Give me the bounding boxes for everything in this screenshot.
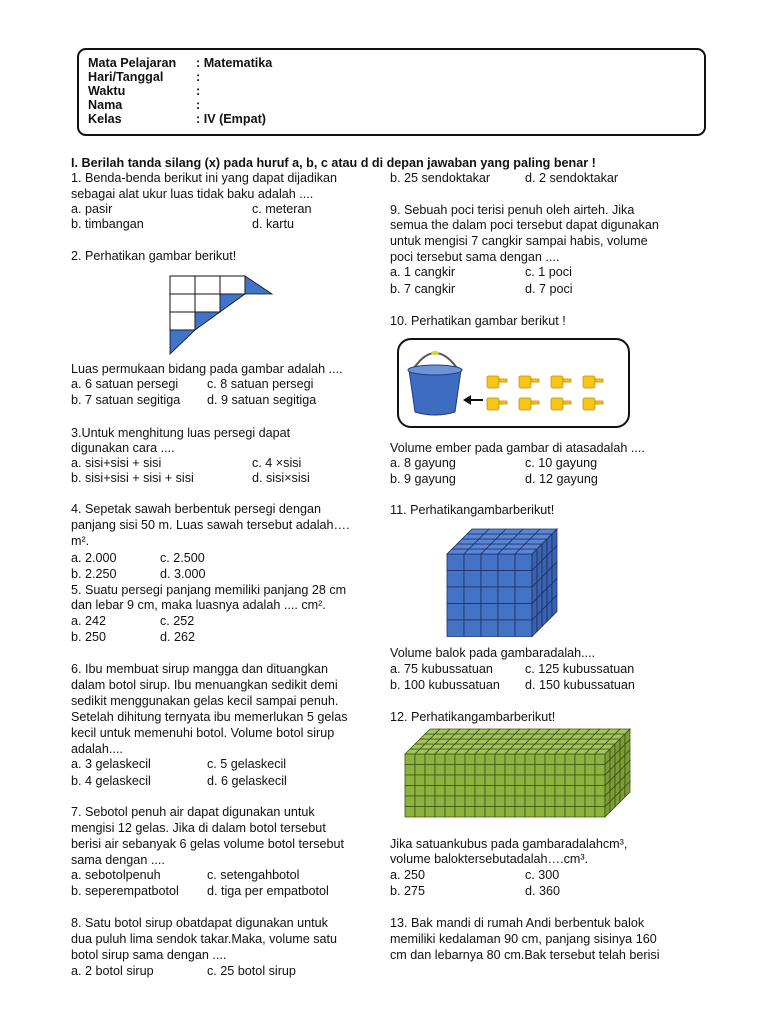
q9-option-c: c. 1 poci: [525, 265, 572, 279]
q3-option-c: c. 4 ×sisi: [252, 456, 302, 470]
q6-line1: 6. Ibu membuat sirup mangga dan dituangkan: [71, 662, 328, 676]
q4-option-b: b. 2.250: [71, 567, 117, 581]
q6-option-a: a. 3 gelaskecil: [71, 757, 151, 771]
q6-line6: adalah....: [71, 742, 123, 756]
q1-option-d: d. kartu: [252, 217, 294, 231]
q11-line2: Volume balok pada gambaradalah....: [390, 646, 596, 660]
q3-option-b: b. sisi+sisi + sisi + sisi: [71, 471, 194, 485]
q6-line2: dalam botol sirup. Ibu menuangkan sedikit demi: [71, 678, 338, 692]
q6-option-b: b. 4 gelaskecil: [71, 774, 151, 788]
q7-line2: mengisi 12 gelas. Jika di dalam botol tersebut: [71, 821, 326, 835]
q6-option-d: d. 6 gelaskecil: [207, 774, 287, 788]
q10-line2: Volume ember pada gambar di atasadalah ....: [390, 441, 645, 455]
q8-option-c: c. 25 botol sirup: [207, 964, 296, 978]
q11-option-c: c. 125 kubussatuan: [525, 662, 635, 676]
bucket-icon: [409, 370, 461, 415]
q9-option-d: d. 7 poci: [525, 282, 573, 296]
q11-line1: 11. Perhatikangambarberikut!: [390, 503, 555, 517]
q2-option-b: b. 7 satuan segitiga: [71, 393, 181, 407]
label-name: Nama: [88, 98, 123, 112]
q8-option-d: d. 2 sendoktakar: [525, 171, 619, 185]
q2-line2: Luas permukaan bidang pada gambar adalah ....: [71, 362, 343, 376]
q5-line2: dan lebar 9 cm, maka luasnya adalah .... cm².: [71, 598, 326, 612]
q4-option-d: d. 3.000: [160, 567, 206, 581]
label-time: Waktu: [88, 84, 126, 98]
q1-line2: sebagai alat ukur luas tidak baku adalah ....: [71, 187, 314, 201]
q5-line1: 5. Suatu persegi panjang memiliki panjang 28 cm: [71, 583, 347, 597]
q6-line3: sedikit menggunakan gelas kecil sampai penuh.: [71, 694, 339, 708]
label-class: Kelas: [88, 112, 122, 126]
q12-line1: 12. Perhatikangambarberikut!: [390, 710, 556, 724]
q11-option-b: b. 100 kubussatuan: [390, 678, 500, 692]
q5-option-d: d. 262: [160, 630, 196, 644]
q2-option-c: c. 8 satuan persegi: [207, 377, 314, 391]
q9-option-a: a. 1 cangkir: [390, 265, 456, 279]
q10-option-a: a. 8 gayung: [390, 456, 456, 470]
q6-option-c: c. 5 gelaskecil: [207, 757, 287, 771]
q9-option-b: b. 7 cangkir: [390, 282, 456, 296]
bucket-figure: [397, 338, 628, 426]
q11-option-a: a. 75 kubussatuan: [390, 662, 493, 676]
blue-cuboid-figure: [445, 526, 575, 638]
q12-option-d: d. 360: [525, 884, 561, 898]
q5-option-a: a. 242: [71, 614, 107, 628]
q10-option-d: d. 12 gayung: [525, 472, 598, 486]
q5-option-b: b. 250: [71, 630, 107, 644]
arrow-left-icon: [463, 395, 471, 405]
value-name: :: [196, 98, 201, 112]
q9-line3: untuk mengisi 7 cangkir sampai habis, volume: [390, 234, 648, 248]
q11-option-d: d. 150 kubussatuan: [525, 678, 635, 692]
q4-option-c: c. 2.500: [160, 551, 205, 565]
q5-option-c: c. 252: [160, 614, 195, 628]
q9-line2: semua the dalam poci tersebut dapat digunakan: [390, 218, 659, 232]
q8-option-a: a. 2 botol sirup: [71, 964, 154, 978]
identity-box: [77, 48, 706, 136]
label-date: Hari/Tanggal: [88, 70, 164, 84]
q1-option-b: b. timbangan: [71, 217, 144, 231]
q10-option-b: b. 9 gayung: [390, 472, 456, 486]
instruction: I. Berilah tanda silang (x) pada huruf a, b, c atau d di depan jawaban yang paling benar !: [71, 156, 596, 170]
q3-line2: digunakan cara ....: [71, 441, 175, 455]
q6-line4: Setelah dihitung ternyata ibu memerlukan 5 gelas: [71, 710, 348, 724]
q7-line1: 7. Sebotol penuh air dapat digunakan untuk: [71, 805, 315, 819]
q4-option-a: a. 2.000: [71, 551, 117, 565]
q7-option-b: b. seperempatbotol: [71, 884, 179, 898]
q7-line4: sama dengan ....: [71, 853, 165, 867]
q3-option-a: a. sisi+sisi + sisi: [71, 456, 162, 470]
q1-line1: 1. Benda-benda berikut ini yang dapat dijadikan: [71, 171, 338, 185]
value-subject: : Matematika: [196, 56, 273, 70]
q1-option-c: c. meteran: [252, 202, 312, 216]
q2-line1: 2. Perhatikan gambar berikut!: [71, 249, 237, 263]
label-subject: Mata Pelajaran: [88, 56, 177, 70]
q7-option-a: a. sebotolpenuh: [71, 868, 161, 882]
q1-option-a: a. pasir: [71, 202, 113, 216]
value-date: :: [196, 70, 201, 84]
q12-option-c: c. 300: [525, 868, 560, 882]
q13-line2: memiliki kedalaman 90 cm, panjang sisinya 160: [390, 932, 657, 946]
q9-line4: poci tersebut sama dengan ....: [390, 250, 560, 264]
q8-option-b: b. 25 sendoktakar: [390, 171, 491, 185]
q2-option-a: a. 6 satuan persegi: [71, 377, 179, 391]
green-cuboid-figure: [403, 726, 633, 818]
dipper-icons: [487, 376, 603, 410]
q8-line2: dua puluh lima sendok takar.Maka, volume satu: [71, 932, 338, 946]
q4-line2: panjang sisi 50 m. Luas sawah tersebut adalah….: [71, 518, 350, 532]
q2-option-d: d. 9 satuan segitiga: [207, 393, 317, 407]
q13-line3: cm dan lebarnya 80 cm.Bak tersebut telah berisi: [390, 948, 660, 962]
q3-line1: 3.Untuk menghitung luas persegi dapat: [71, 426, 291, 440]
q13-line1: 13. Bak mandi di rumah Andi berbentuk balok: [390, 916, 645, 930]
q7-option-c: c. setengahbotol: [207, 868, 300, 882]
q12-line3: volume baloktersebutadalah….cm³.: [390, 852, 589, 866]
value-class: : IV (Empat): [196, 112, 266, 126]
q10-option-c: c. 10 gayung: [525, 456, 598, 470]
q8-line3: botol sirup sama dengan ....: [71, 948, 227, 962]
q3-option-d: d. sisi×sisi: [252, 471, 310, 485]
q12-option-a: a. 250: [390, 868, 426, 882]
grid-triangle-figure: [168, 274, 273, 356]
q10-line1: 10. Perhatikan gambar berikut !: [390, 314, 566, 328]
q7-line3: berisi air sebanyak 6 gelas volume botol tersebut: [71, 837, 345, 851]
q12-option-b: b. 275: [390, 884, 426, 898]
value-time: :: [196, 84, 201, 98]
q12-line2: Jika satuankubus pada gambaradalahcm³,: [390, 837, 628, 851]
q4-line1: 4. Sepetak sawah berbentuk persegi dengan: [71, 502, 321, 516]
q7-option-d: d. tiga per empatbotol: [207, 884, 329, 898]
q8-line1: 8. Satu botol sirup obatdapat digunakan untuk: [71, 916, 328, 930]
q9-line1: 9. Sebuah poci terisi penuh oleh airteh. Jika: [390, 203, 635, 217]
q6-line5: kecil untuk memenuhi botol. Volume botol sirup: [71, 726, 335, 740]
q4-line3: m².: [71, 534, 90, 548]
